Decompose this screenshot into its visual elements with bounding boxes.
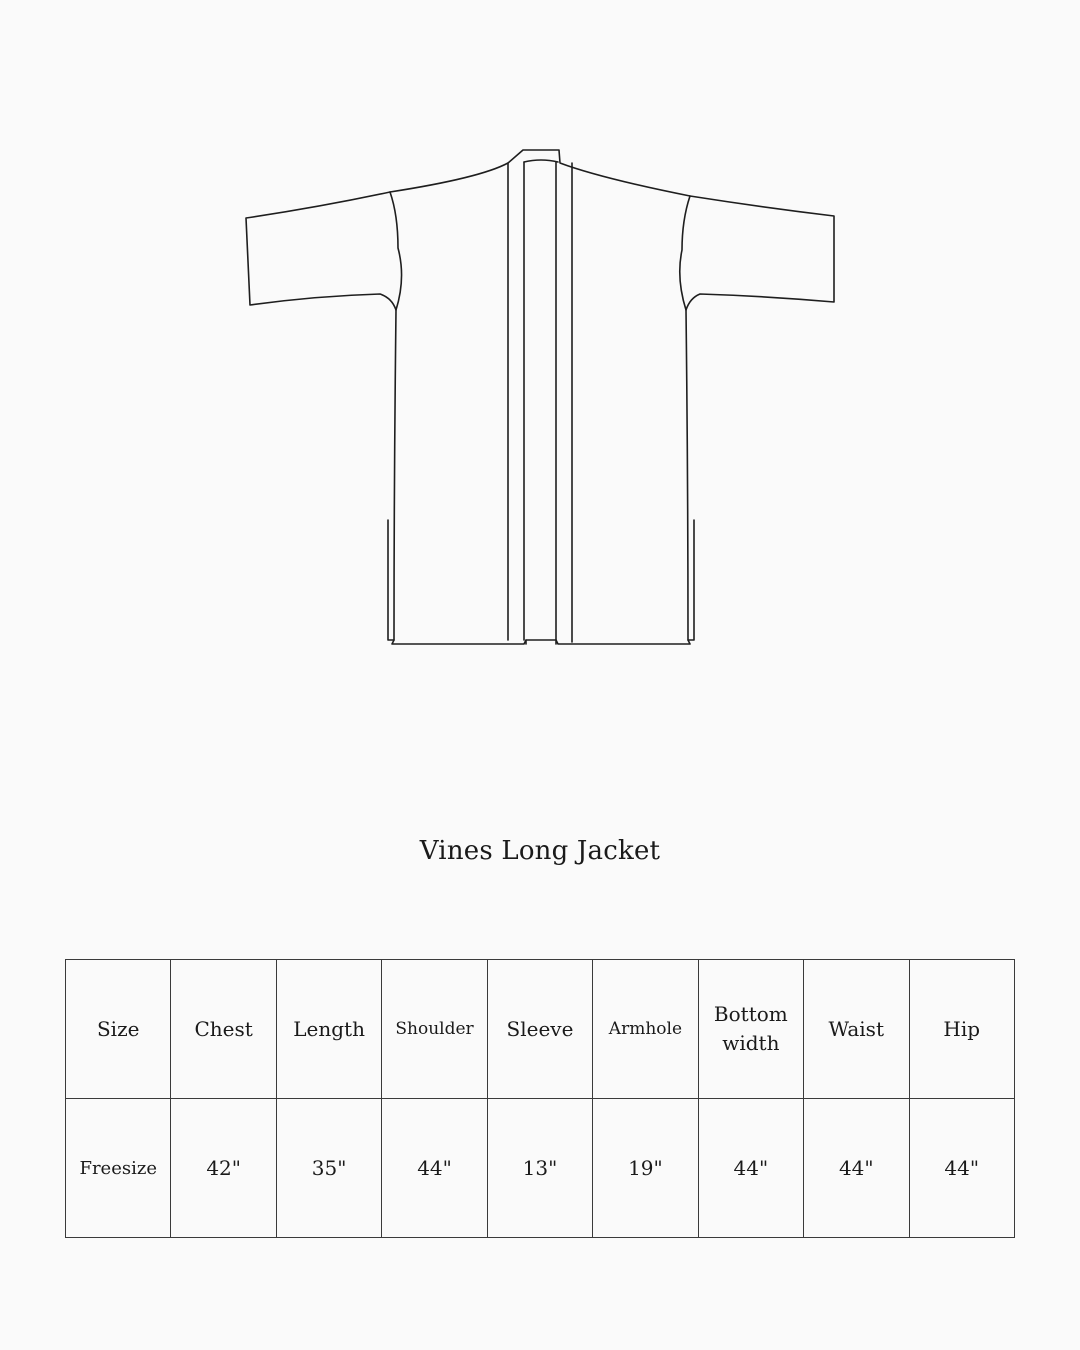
cell-size: Freesize bbox=[66, 1099, 171, 1238]
cell-bottom-width: 44" bbox=[698, 1099, 803, 1238]
header-chest: Chest bbox=[171, 960, 276, 1099]
header-length: Length bbox=[276, 960, 381, 1099]
cell-chest: 42" bbox=[171, 1099, 276, 1238]
size-chart-table bbox=[65, 959, 1015, 1238]
cell-armhole: 19" bbox=[593, 1099, 698, 1238]
table-row bbox=[66, 1099, 1015, 1238]
header-waist: Waist bbox=[804, 960, 909, 1099]
cell-sleeve: 13" bbox=[487, 1099, 592, 1238]
header-bottom-width: Bottom width bbox=[698, 960, 803, 1099]
header-armhole: Armhole bbox=[593, 960, 698, 1099]
header-size: Size bbox=[66, 960, 171, 1099]
table-header-row bbox=[66, 960, 1015, 1099]
product-title: Vines Long Jacket bbox=[419, 836, 661, 866]
cell-shoulder: 44" bbox=[382, 1099, 487, 1238]
cell-length: 35" bbox=[276, 1099, 381, 1238]
header-sleeve: Sleeve bbox=[487, 960, 592, 1099]
cell-hip: 44" bbox=[909, 1099, 1015, 1238]
header-hip: Hip bbox=[909, 960, 1015, 1099]
header-shoulder: Shoulder bbox=[382, 960, 487, 1099]
cell-waist: 44" bbox=[804, 1099, 909, 1238]
